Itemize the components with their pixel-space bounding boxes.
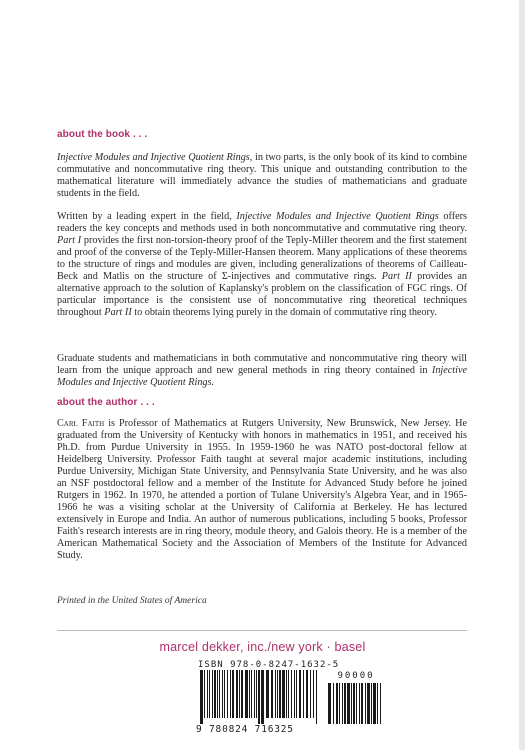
price-addon-barcode <box>326 683 386 724</box>
isbn-text: ISBN 978-0-8247-1632-5 <box>198 660 340 670</box>
about-book-heading: about the book . . . <box>57 129 148 140</box>
ean-digits: 9 780824 716325 <box>196 724 294 735</box>
paragraph-text: in two parts, is the only book of its kind to combine commutative and noncommutative ring theory. This unique and outstanding contribution to the mathematical literature will immediately advance the studies of mathematicians and graduate students in the field. <box>57 152 467 199</box>
book-title: Injective Modules and Injective Quotient Rings <box>236 211 439 222</box>
author-name: Carl Faith <box>57 418 105 429</box>
divider <box>57 630 467 631</box>
page-edge <box>519 0 525 750</box>
about-author-paragraph <box>57 418 467 562</box>
book-title: Injective Modules and Injective Quotient Rings. <box>57 365 467 388</box>
about-book-paragraph-2: Written by a leading expert in the field, Injective Modules and Injective Quotient Rings offers readers the key concepts and methods used in both noncommutative and commutative ring theory. Part I provides the first non-torsion-theory proof of the Teply-Miller theorem and the first statement and proof of the converse of the Teply-Miller-Hansen theorem. Many applications of these theorems to the structure of rings and modules are given, including generalizations of theorems of Cailleau-Beck and Matlis on the structure of Σ-injectives and commutative rings. Part II provides an alternative approach to the solution of Kaplansky's problem on the classification of FGC rings. Of particular importance is the consistent use of noncommutative ring theoretical techniques throughout Part II to obtain theorems lying purely in the domain of commutative ring theory. <box>57 211 468 318</box>
printed-in-notice: Printed in the United States of America <box>57 596 207 606</box>
about-book-paragraph-1 <box>57 152 467 200</box>
book-title: Injective Modules and Injective Quotient Rings, <box>57 152 253 163</box>
about-book-paragraph-3: Graduate students and mathematicians in both commutative and noncommutative ring theory will learn from the unique approach and new general methods in ring theory contained in Injective Modules and Injective Quotient Rings. <box>57 353 467 388</box>
publisher-imprint: marcel dekker, inc./new york · basel <box>159 640 366 654</box>
author-bio: is Professor of Mathematics at Rutgers University, New Brunswick, New Jersey. He graduated from the University of Kentucky with honors in mathematics in 1951, and received his Ph.D. from Purdue University in 1955. In 1959-1960 he was NATO post-doctoral fellow at Heidelberg University. Professor Faith taught at several major academic institutions, including Purdue University, Michigan State University, and Pennsylvania State University, and he was also an NSF postdoctoral fellow and a member of the Institute for Advanced Study before he joined Rutgers in 1962. In 1970, he attended a portion of Tulane University's Algebra Year, and in 1965-1966 he was a visiting scholar at the University of California at Berkeley. He has lectured extensively in Europe and India. An author of numerous publications, including 5 books, Professor Faith's research interests are in ring theory, module theory, and Galois theory. He is a member of the American Mathematical Society and the Association of Members of the Institute for Advanced Study. <box>57 418 467 561</box>
isbn-barcode <box>198 670 322 724</box>
about-author-heading: about the author . . . <box>57 397 155 408</box>
price-addon-digits: 90000 <box>337 671 375 681</box>
